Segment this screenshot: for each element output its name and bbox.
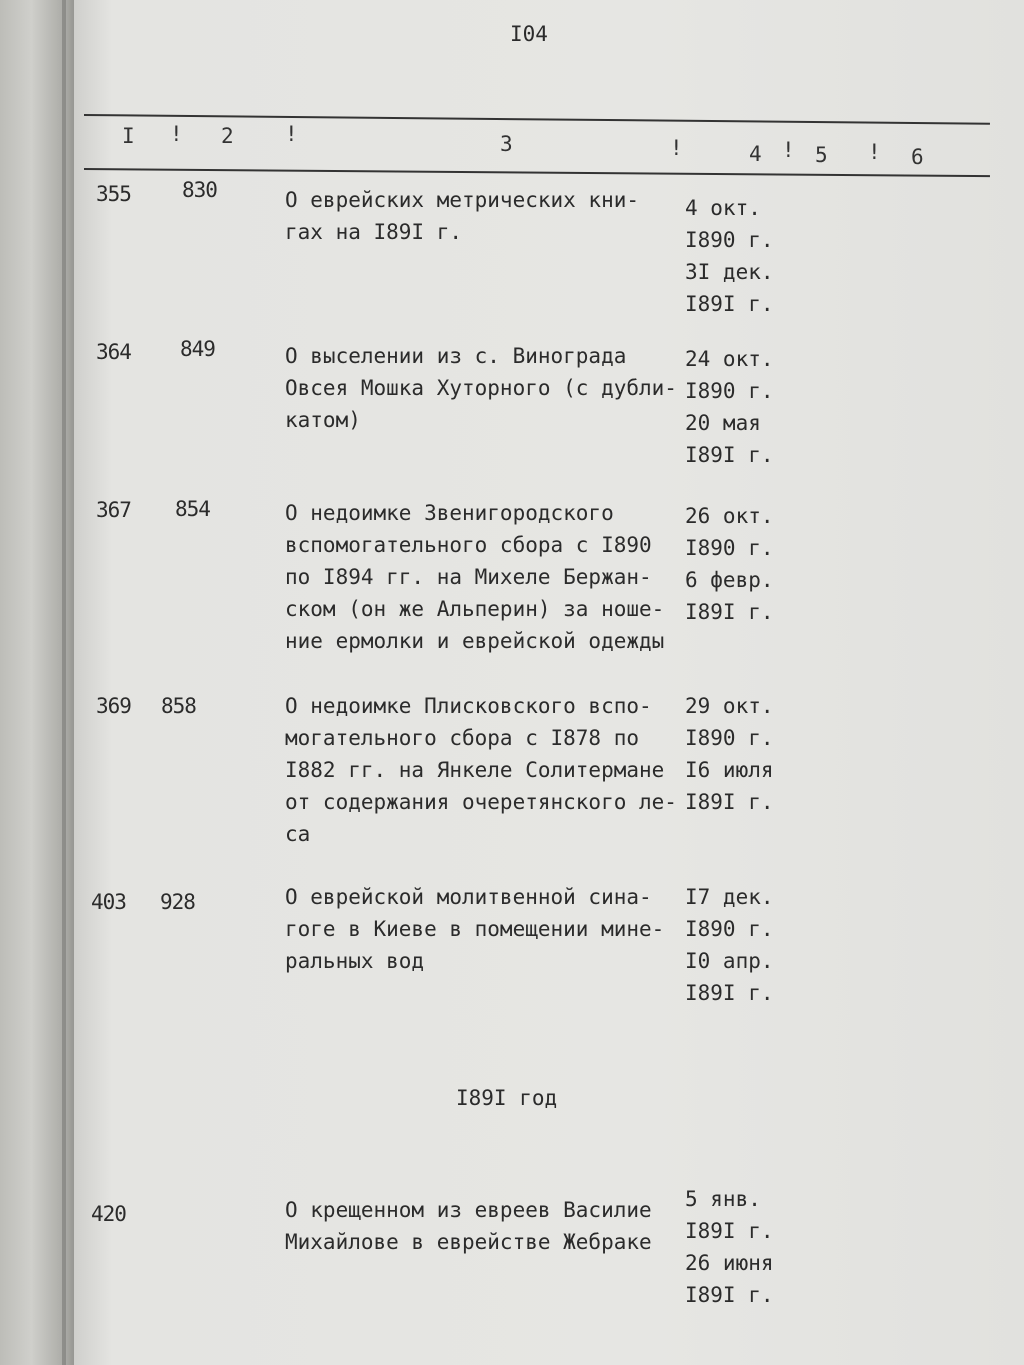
document-page bbox=[74, 0, 1024, 1365]
row-dates: I7 дек. I890 г. I0 апр. I89I г. bbox=[685, 885, 774, 1005]
file-number: 928 bbox=[160, 890, 195, 914]
header-col-4: 4 bbox=[749, 142, 762, 166]
header-separator: ! bbox=[782, 138, 795, 162]
header-separator: ! bbox=[868, 140, 881, 164]
row-dates: 26 окт. I890 г. 6 февр. I89I г. bbox=[685, 504, 774, 624]
file-number: 849 bbox=[180, 337, 215, 361]
row-number: 369 bbox=[96, 694, 131, 718]
header-separator: ! bbox=[670, 136, 683, 160]
row-description: О выселении из с. Винограда Овсея Мошка Хуторного (с дубли- катом) bbox=[285, 344, 677, 432]
header-col-5: 5 bbox=[815, 143, 828, 167]
row-number: 355 bbox=[96, 182, 131, 206]
row-number: 420 bbox=[91, 1202, 126, 1226]
row-number: 403 bbox=[91, 890, 126, 914]
row-dates: 24 окт. I890 г. 20 мая I89I г. bbox=[685, 347, 774, 467]
row-description: О недоимке Звенигородского вспомогательного сбора с I890 по I894 гг. на Михеле Бержан- ском (он же Альперин) за ноше- ние ермолки и еврейской одежды bbox=[285, 501, 665, 653]
header-col-3: 3 bbox=[500, 132, 513, 156]
file-number: 830 bbox=[182, 178, 217, 202]
header-separator: ! bbox=[170, 122, 183, 146]
book-binding bbox=[0, 0, 78, 1365]
header-col-1: I bbox=[122, 124, 135, 148]
header-rule-top bbox=[84, 114, 990, 125]
header-col-6: 6 bbox=[911, 145, 924, 169]
row-number: 364 bbox=[96, 340, 131, 364]
row-dates: 29 окт. I890 г. I6 июля I89I г. bbox=[685, 694, 774, 814]
file-number: 854 bbox=[175, 497, 210, 521]
header-separator: ! bbox=[285, 122, 298, 146]
row-description: О еврейских метрических кни- гах на I89I г. bbox=[285, 188, 640, 244]
row-description: О крещенном из евреев Василие Михайлове в еврействе Жебраке bbox=[285, 1198, 652, 1254]
row-dates: 4 окт. I890 г. 3I дек. I89I г. bbox=[685, 196, 774, 316]
header-rule-bottom bbox=[84, 168, 990, 177]
file-number: 858 bbox=[161, 694, 196, 718]
row-dates: 5 янв. I89I г. 26 июня I89I г. bbox=[685, 1187, 774, 1307]
section-title: I89I год bbox=[456, 1086, 558, 1110]
row-number: 367 bbox=[96, 498, 131, 522]
binding-edge bbox=[62, 0, 66, 1365]
row-description: О недоимке Плисковского вспо- могательного сбора с I878 по I882 гг. на Янкеле Солитермане от содержания очеретянского ле- са bbox=[285, 694, 677, 846]
page-number: I04 bbox=[510, 22, 548, 46]
header-col-2: 2 bbox=[221, 124, 234, 148]
row-description: О еврейской молитвенной сина- гоге в Киеве в помещении мине- ральных вод bbox=[285, 885, 665, 973]
